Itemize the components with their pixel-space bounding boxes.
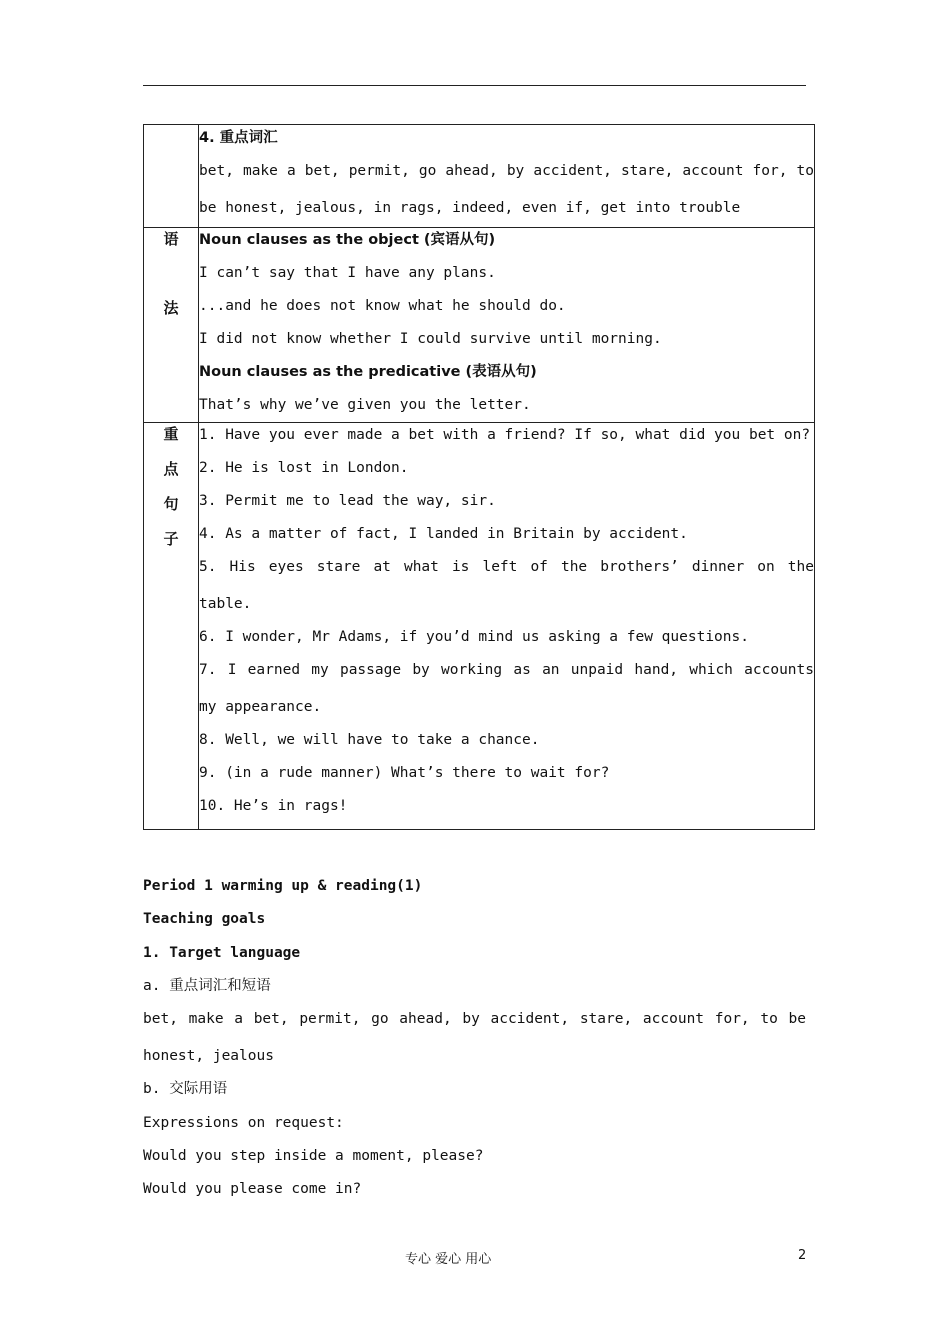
teaching-goals-heading: Teaching goals <box>143 911 266 928</box>
vocab-phrases-label: a. 重点词汇和短语 <box>143 977 271 994</box>
grammar-label-cell <box>144 228 199 423</box>
key-sentence: 6. I wonder, Mr Adams, if you’d mind us asking a few questions. <box>199 629 749 645</box>
vocab-phrases-line: honest, jealous <box>143 1048 274 1065</box>
vocab-body <box>199 125 815 228</box>
grammar-heading-object: Noun clauses as the object (宾语从句) <box>199 232 496 248</box>
sentences-label-char: 句 <box>163 495 179 513</box>
key-sentence: table. <box>199 596 252 612</box>
sentences-label-char: 重 <box>163 425 179 443</box>
sentences-label-cell <box>144 423 199 830</box>
communicative-label: b. 交际用语 <box>143 1081 228 1098</box>
expressions-heading: Expressions on request: <box>143 1114 344 1131</box>
page-number: 2 <box>798 1248 807 1263</box>
target-language-heading: 1. Target language <box>143 944 301 961</box>
sentences-row <box>144 423 815 830</box>
vocab-phrases-line: bet, make a bet, permit, go ahead, by accident, stare, account for, to be <box>143 1011 806 1028</box>
key-sentence: my appearance. <box>199 699 322 715</box>
grammar-row <box>144 228 815 423</box>
sentences-label-char: 点 <box>163 460 179 478</box>
sentences-label-char: 子 <box>163 530 179 548</box>
vocab-line: bet, make a bet, permit, go ahead, by accident, stare, account for, to <box>199 163 814 179</box>
header-rule <box>143 85 806 86</box>
key-sentence: 10. He’s in rags! <box>199 798 348 814</box>
grammar-example: That’s why we’ve given you the letter. <box>199 397 531 413</box>
vocab-heading: 4. 重点词汇 <box>199 130 278 146</box>
key-sentence: 9. (in a rude manner) What’s there to wait for? <box>199 765 610 781</box>
key-sentence: 8. Well, we will have to take a chance. <box>199 732 540 748</box>
grammar-label-char: 语 <box>163 230 179 248</box>
key-sentence: 5. His eyes stare at what is left of the brothers’ dinner on the <box>199 559 814 575</box>
grammar-example: I did not know whether I could survive until morning. <box>199 331 662 347</box>
grammar-example: I can’t say that I have any plans. <box>199 265 496 281</box>
key-sentence: 4. As a matter of fact, I landed in Britain by accident. <box>199 526 688 542</box>
grammar-body <box>199 228 815 423</box>
key-sentence: 2. He is lost in London. <box>199 460 409 476</box>
key-sentence: 1. Have you ever made a bet with a friend? If so, what did you bet on? <box>199 427 811 443</box>
key-sentence: 3. Permit me to lead the way, sir. <box>199 493 496 509</box>
vocab-line: be honest, jealous, in rags, indeed, even if, get into trouble <box>199 200 741 216</box>
period-title: Period 1 warming up & reading(1) <box>143 878 423 894</box>
grammar-heading-predicative: Noun clauses as the predicative (表语从句) <box>199 364 537 380</box>
sentences-body <box>199 423 815 830</box>
period-section <box>143 870 806 1207</box>
grammar-label-char: 法 <box>163 299 179 317</box>
expression-item: Would you please come in? <box>143 1181 362 1198</box>
footer-motto: 专心 爱心 用心 <box>405 1252 492 1267</box>
grammar-example: ...and he does not know what he should do. <box>199 298 566 314</box>
vocab-label-cell <box>144 125 199 228</box>
key-sentence: 7. I earned my passage by working as an unpaid hand, which accounts <box>199 662 814 678</box>
expression-item: Would you step inside a moment, please? <box>143 1148 484 1165</box>
vocab-row <box>144 125 815 228</box>
content-table <box>143 124 815 830</box>
